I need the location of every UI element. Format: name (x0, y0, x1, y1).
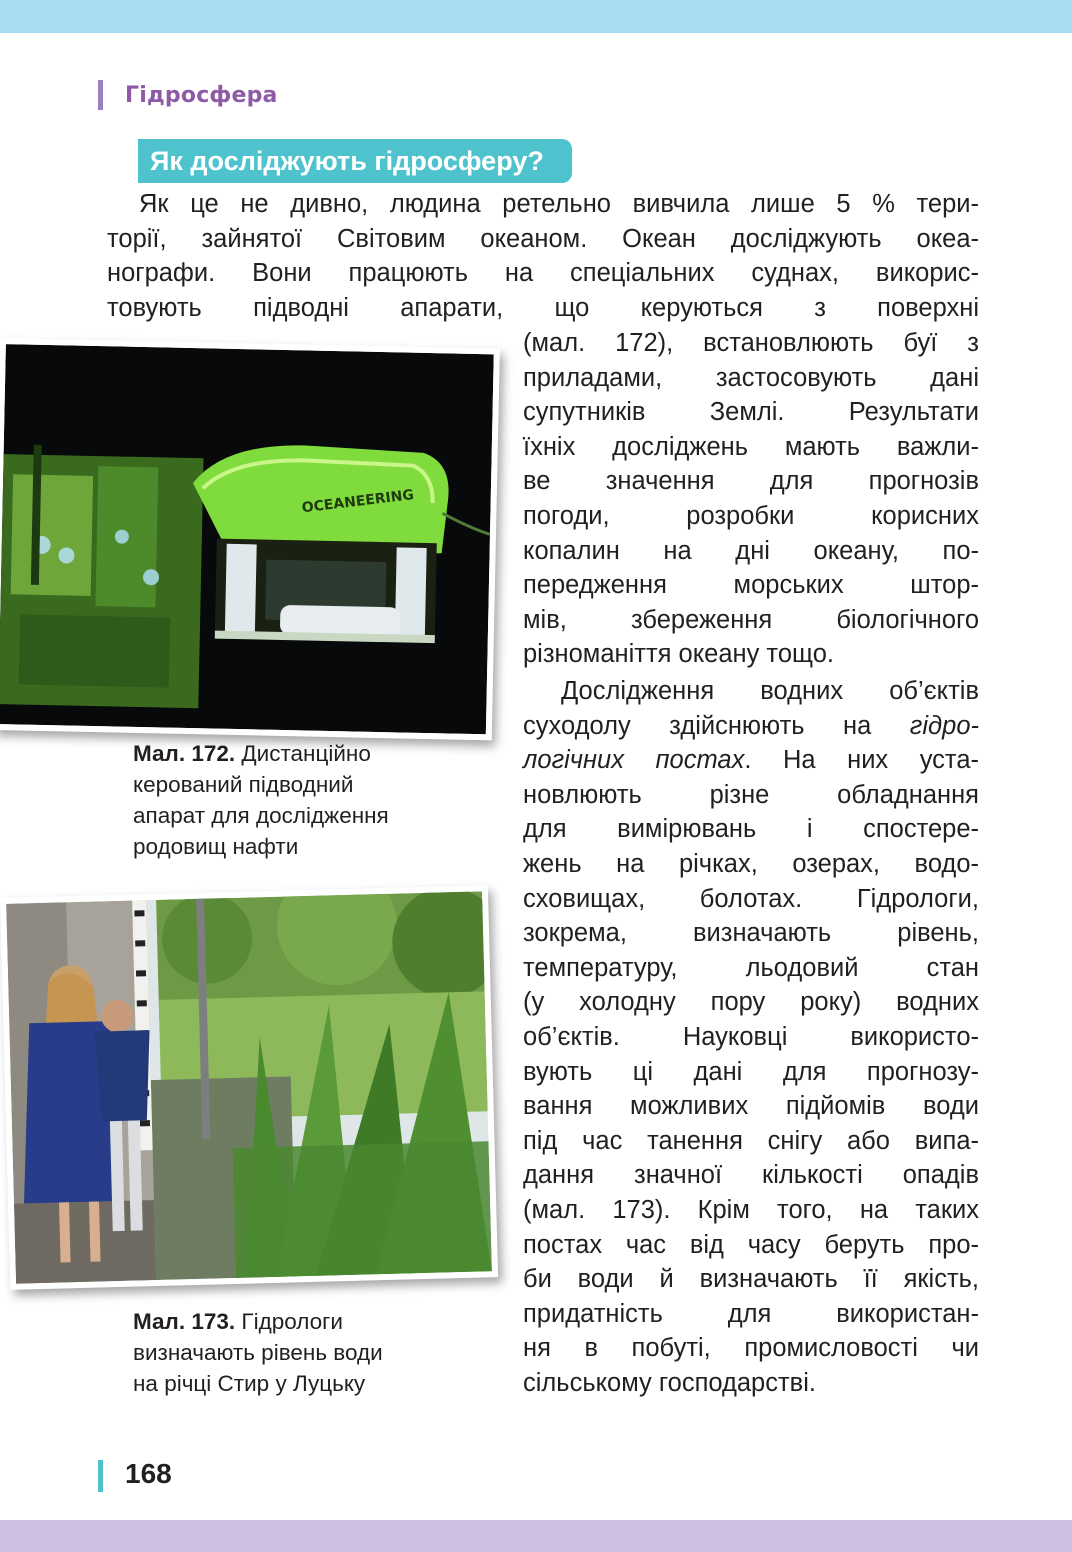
text-line: температуру, льодовий стан (523, 953, 979, 982)
paragraph-1-full (107, 187, 979, 325)
caption-line: Гідрологи (241, 1309, 343, 1334)
text-line: ня в побуті, промисловості чи (523, 1334, 979, 1363)
text-line: приладами, застосовують дані (523, 363, 979, 392)
bottom-color-band (0, 1520, 1072, 1552)
rov-brand-label: OCEANEERING (300, 487, 415, 517)
caption-line: визначають рівень води (133, 1340, 383, 1365)
text-line: нографи. Вони працюють на спеціальних суднах, викорис- (107, 259, 979, 288)
river-photo (0, 885, 498, 1290)
text-line: різноманіття океану тощо. (523, 640, 834, 669)
text-line: сховищах, болотах. Гідрологи, (523, 884, 979, 913)
text-line: постах час від часу беруть про- (523, 1230, 979, 1259)
paragraph-2-column (523, 674, 979, 1400)
text-line: (мал. 172), встановлюють буї з (523, 329, 979, 357)
figure-173-caption (133, 1306, 383, 1399)
text-line: би води й визначають її якість, (523, 1265, 979, 1294)
subsection-heading: Як досліджують гідросферу? (138, 139, 572, 183)
hydrologists-illustration (6, 891, 492, 1283)
text-line: зокрема, визначають рівень, (523, 919, 979, 948)
text-line: для вимірювань і спостере- (523, 815, 979, 844)
caption-line: керований підводний (133, 772, 354, 797)
text-line: жень на річках, озерах, водо- (523, 849, 979, 878)
section-title: Гідросфера (125, 83, 278, 108)
text-line: товують підводні апарати, що керуються з поверхні (107, 293, 979, 322)
caption-line: родовищ нафти (133, 834, 299, 859)
caption-line: Дистанційно (241, 741, 371, 766)
text-line: новлюють різне обладнання (523, 780, 979, 809)
text-line: торії, зайнятої Світовим океаном. Океан досліджують океа- (107, 224, 979, 253)
text-line: логічних постах. На них уста- (523, 746, 979, 775)
rov-illustration (0, 344, 494, 734)
section-marker (98, 80, 103, 110)
text-line: Дослідження водних об’єктів (561, 677, 979, 705)
text-line: вання можливих підйомів води (523, 1092, 979, 1121)
text-line: (у холодну пору року) водних (523, 988, 979, 1017)
page-number: 168 (125, 1458, 172, 1489)
caption-line: на річці Стир у Луцьку (133, 1371, 366, 1396)
paragraph-1-column (523, 326, 979, 672)
text-line: під час танення снігу або випа- (523, 1126, 979, 1155)
text-line: сільському господарстві. (523, 1368, 816, 1397)
figure-label: Мал. 173. (133, 1309, 236, 1334)
text-line: суходолу здійснюють на гідро- (523, 711, 979, 740)
text-line: вують ці дані для прогнозу- (523, 1057, 979, 1086)
text-line: об’єктів. Науковці використо- (523, 1022, 979, 1051)
text-line: (мал. 173). Крім того, на таких (523, 1195, 979, 1224)
text-line: придатність для використан- (523, 1299, 979, 1328)
top-color-band (0, 0, 1072, 33)
text-line: їхніх досліджень мають важли- (523, 432, 979, 461)
text-line: дання значної кількості опадів (523, 1161, 979, 1190)
text-line: передження морських штор- (523, 571, 979, 600)
figure-label: Мал. 172. (133, 741, 236, 766)
text-line: ве значення для прогнозів (523, 467, 979, 496)
text-line: погоди, розробки корисних (523, 501, 979, 530)
rov-photo (0, 338, 500, 740)
caption-line: апарат для дослідження (133, 803, 389, 828)
text-line: Як це не дивно, людина ретельно вивчила лише 5 % тери- (139, 190, 979, 218)
text-line: мів, збереження біологічного (523, 605, 979, 634)
text-line: супутників Землі. Результати (523, 398, 979, 427)
text-line: копалин на дні океану, по- (523, 536, 979, 565)
page-number-marker (98, 1460, 103, 1492)
figure-172-caption (133, 738, 389, 862)
